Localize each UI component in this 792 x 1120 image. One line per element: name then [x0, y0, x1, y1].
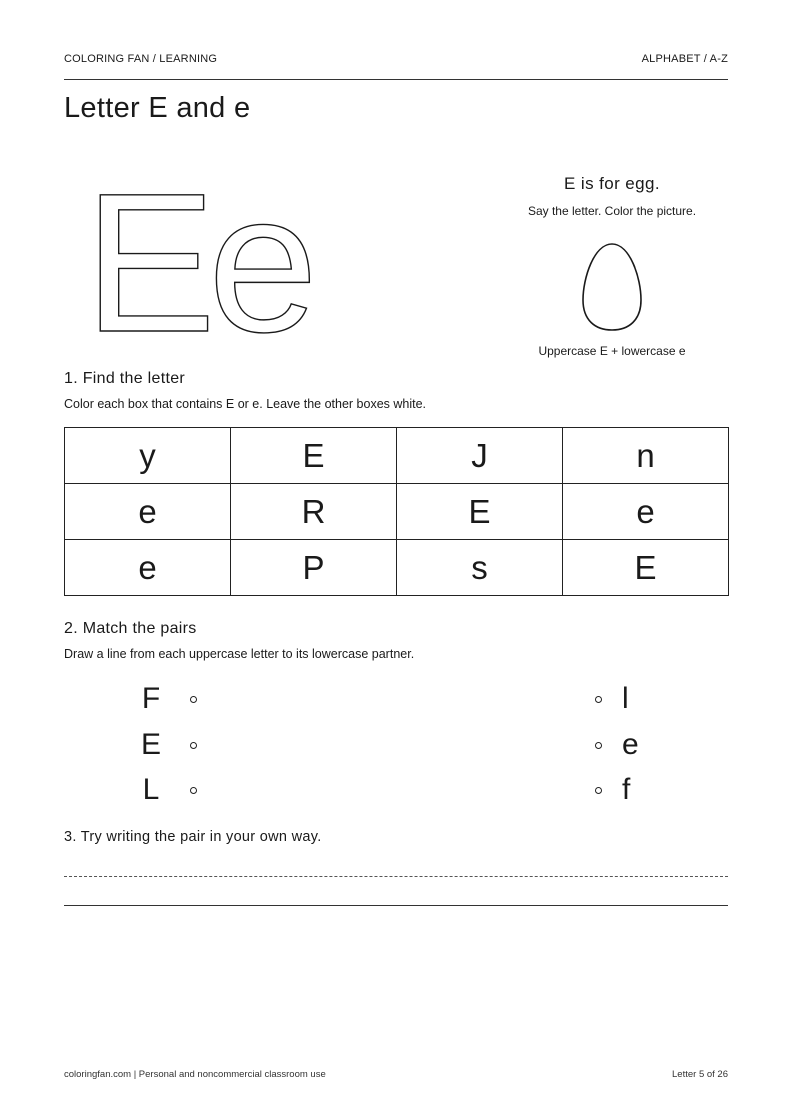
footer-right: Letter 5 of 26: [672, 1069, 728, 1080]
match-right-dot[interactable]: [595, 787, 602, 794]
writing-guide-dashed-line: [64, 876, 728, 877]
footer-left: coloringfan.com | Personal and noncommercial classroom use: [64, 1069, 326, 1080]
grid-cell[interactable]: y: [65, 428, 231, 484]
match-left-letter: E: [140, 728, 161, 761]
picture-subtitle: Say the letter. Color the picture.: [527, 204, 697, 218]
section1-heading: 1. Find the letter: [64, 370, 186, 387]
grid-cell[interactable]: s: [397, 540, 563, 596]
picture-caption: Uppercase E + lowercase e: [538, 344, 686, 358]
grid-cell[interactable]: P: [231, 540, 397, 596]
find-letter-grid: [64, 427, 729, 596]
match-right-dot[interactable]: [595, 696, 602, 703]
grid-cell[interactable]: e: [563, 484, 729, 540]
picture-title: E is for egg.: [564, 174, 660, 193]
egg-icon: [580, 242, 644, 334]
section2-instruction: Draw a line from each uppercase letter to its lowercase partner.: [64, 647, 415, 661]
grid-row: [65, 484, 729, 540]
section3-heading: 3. Try writing the pair in your own way.: [64, 829, 322, 845]
header-right: ALPHABET / A-Z: [641, 53, 728, 65]
header-rule: [64, 79, 728, 80]
section2-heading: 2. Match the pairs: [64, 620, 197, 637]
grid-row: [65, 428, 729, 484]
match-left-dot[interactable]: [190, 787, 197, 794]
grid-cell[interactable]: E: [231, 428, 397, 484]
outline-letters: [84, 175, 334, 340]
outline-lowercase-e: e: [208, 175, 319, 340]
grid-cell[interactable]: E: [563, 540, 729, 596]
match-left-letter: L: [142, 773, 160, 806]
header-left: COLORING FAN / LEARNING: [64, 53, 218, 65]
writing-baseline[interactable]: [64, 905, 728, 906]
grid-cell[interactable]: E: [397, 484, 563, 540]
match-right-letter: f: [622, 773, 631, 806]
match-left-dot[interactable]: [190, 696, 197, 703]
grid-cell[interactable]: e: [65, 484, 231, 540]
match-right-dot[interactable]: [595, 742, 602, 749]
grid-cell[interactable]: J: [397, 428, 563, 484]
match-left-letter: F: [141, 682, 161, 715]
grid-row: [65, 540, 729, 596]
outline-uppercase-e: E: [84, 175, 217, 340]
match-right-letter: l: [622, 682, 629, 715]
match-right-letter: e: [622, 728, 639, 761]
grid-cell[interactable]: e: [65, 540, 231, 596]
section1-instruction: Color each box that contains E or e. Leave the other boxes white.: [64, 397, 427, 411]
grid-cell[interactable]: n: [563, 428, 729, 484]
match-left-dot[interactable]: [190, 742, 197, 749]
page-title: Letter E and e: [64, 92, 251, 124]
grid-cell[interactable]: R: [231, 484, 397, 540]
